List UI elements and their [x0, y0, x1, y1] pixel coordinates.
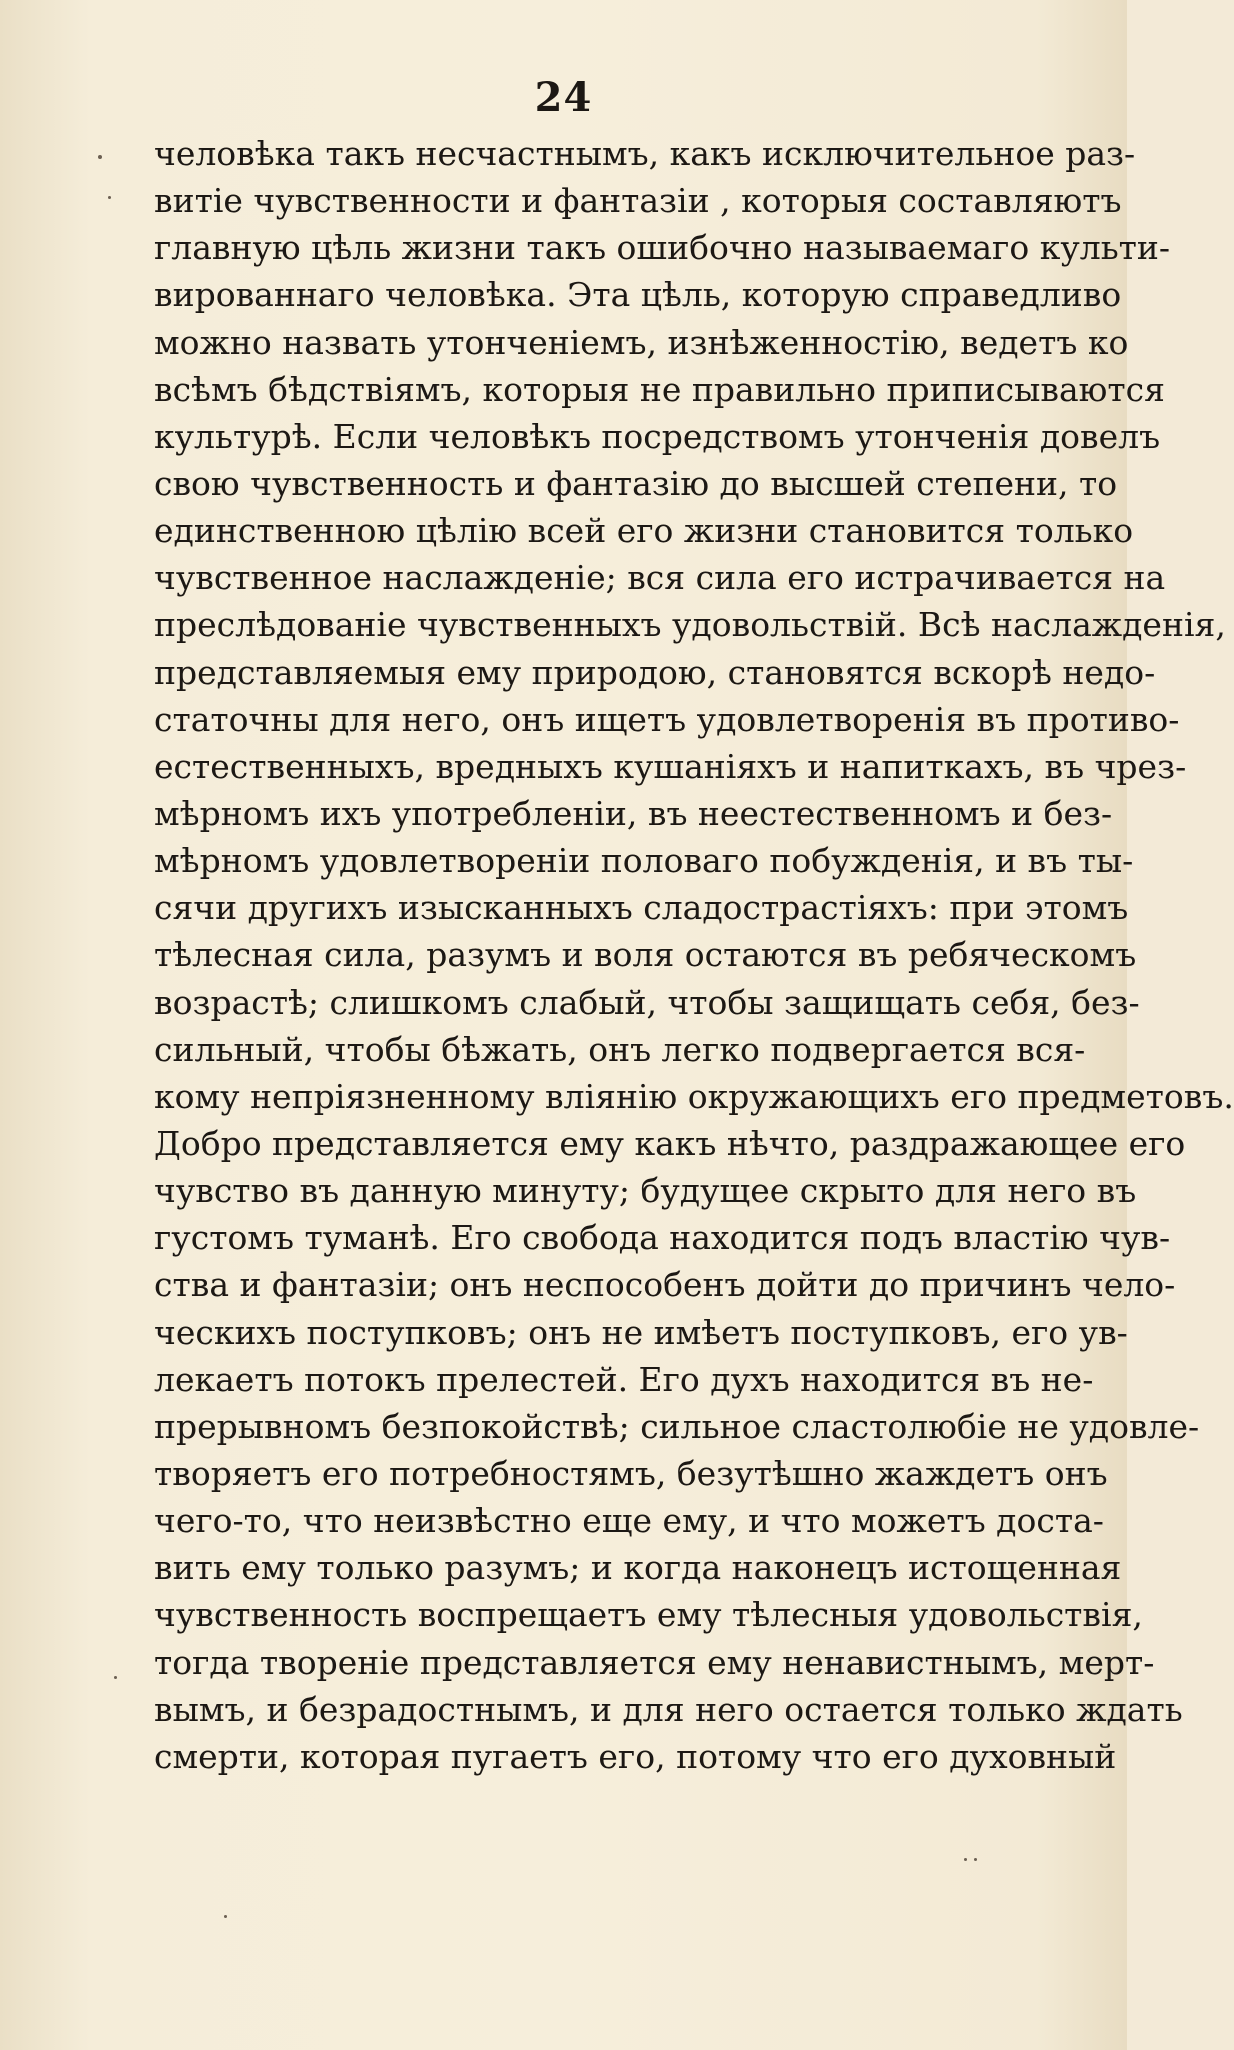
- text-line: естественныхъ, вредныхъ кушаніяхъ и напиткахъ, въ чрез-: [154, 746, 1187, 786]
- text-line: единственною цѣлію всей его жизни становится только: [154, 511, 1134, 551]
- ink-speck: [964, 1858, 967, 1861]
- text-line: тѣлесная сила, разумъ и воля остаются въ ребяческомъ: [154, 935, 1137, 975]
- text-line: преслѣдованіе чувственныхъ удовольствій. Всѣ наслажденія,: [154, 605, 1226, 645]
- text-line: возрастѣ; слишкомъ слабый, чтобы защищать себя, без-: [154, 982, 1140, 1022]
- text-line: смерти, которая пугаетъ его, потому что его духовный: [154, 1736, 1117, 1776]
- ink-speck: [974, 1858, 977, 1861]
- text-line: вить ему только разумъ; и когда наконецъ истощенная: [154, 1548, 1122, 1588]
- body-text: [154, 130, 1234, 1780]
- page-number: 24: [534, 74, 593, 121]
- text-line: вированнаго человѣка. Эта цѣль, которую справедливо: [154, 275, 1122, 315]
- text-line: витіе чувственности и фантазіи , которыя составляютъ: [154, 181, 1122, 221]
- text-line: ческихъ поступковъ; онъ не имѣетъ поступковъ, его ув-: [154, 1312, 1128, 1352]
- text-line: статочны для него, онъ ищетъ удовлетворенія въ противо-: [154, 699, 1180, 739]
- text-line: Добро представляется ему какъ нѣчто, раздражающее его: [154, 1123, 1186, 1163]
- text-line: свою чувственность и фантазію до высшей степени, то: [154, 463, 1118, 503]
- ink-speck: [114, 1676, 117, 1679]
- text-line: прерывномъ безпокойствѣ; сильное сластолюбіе не удовле-: [154, 1406, 1200, 1446]
- text-line: густомъ туманѣ. Его свобода находится подъ властію чув-: [154, 1218, 1171, 1258]
- text-line: мѣрномъ ихъ употребленіи, въ неестественномъ и без-: [154, 793, 1113, 833]
- text-line: чувственное наслажденіе; вся сила его истрачивается на: [154, 558, 1166, 598]
- text-line: тогда твореніе представляется ему ненавистнымъ, мерт-: [154, 1642, 1155, 1682]
- text-line: вымъ, и безрадостнымъ, и для него остается только ждать: [154, 1689, 1183, 1729]
- text-line: главную цѣль жизни такъ ошибочно называемаго культи-: [154, 228, 1171, 268]
- text-line: чего-то, что неизвѣстно еще ему, и что можетъ доста-: [154, 1501, 1104, 1541]
- text-line: лекаетъ потокъ прелестей. Его духъ находится въ не-: [154, 1359, 1094, 1399]
- text-line: ства и фантазіи; онъ неспособенъ дойти до причинъ чело-: [154, 1265, 1176, 1305]
- text-line: мѣрномъ удовлетвореніи половаго побужденія, и въ ты-: [154, 841, 1134, 881]
- ink-speck: [108, 196, 111, 199]
- ink-speck: [98, 155, 102, 159]
- text-line: чувство въ данную минуту; будущее скрыто для него въ: [154, 1171, 1137, 1211]
- text-line: культурѣ. Если человѣкъ посредствомъ утонченія довелъ: [154, 416, 1161, 456]
- text-line: можно назвать утонченіемъ, изнѣженностію, ведетъ ко: [154, 322, 1129, 362]
- text-line: представляемыя ему природою, становятся вскорѣ недо-: [154, 652, 1156, 692]
- text-line: сячи другихъ изысканныхъ сладострастіяхъ: при этомъ: [154, 888, 1129, 928]
- text-line: сильный, чтобы бѣжать, онъ легко подвергается вся-: [154, 1029, 1086, 1069]
- text-line: кому непріязненному вліянію окружающихъ его предметовъ.: [154, 1076, 1234, 1116]
- text-line: творяетъ его потребностямъ, безутѣшно жаждетъ онъ: [154, 1453, 1108, 1493]
- ink-speck: [224, 1915, 227, 1918]
- text-line: всѣмъ бѣдствіямъ, которыя не правильно приписываются: [154, 369, 1165, 409]
- text-line: чувственность воспрещаетъ ему тѣлесныя удовольствія,: [154, 1595, 1143, 1635]
- text-line: человѣка такъ несчастнымъ, какъ исключительное раз-: [154, 134, 1136, 173]
